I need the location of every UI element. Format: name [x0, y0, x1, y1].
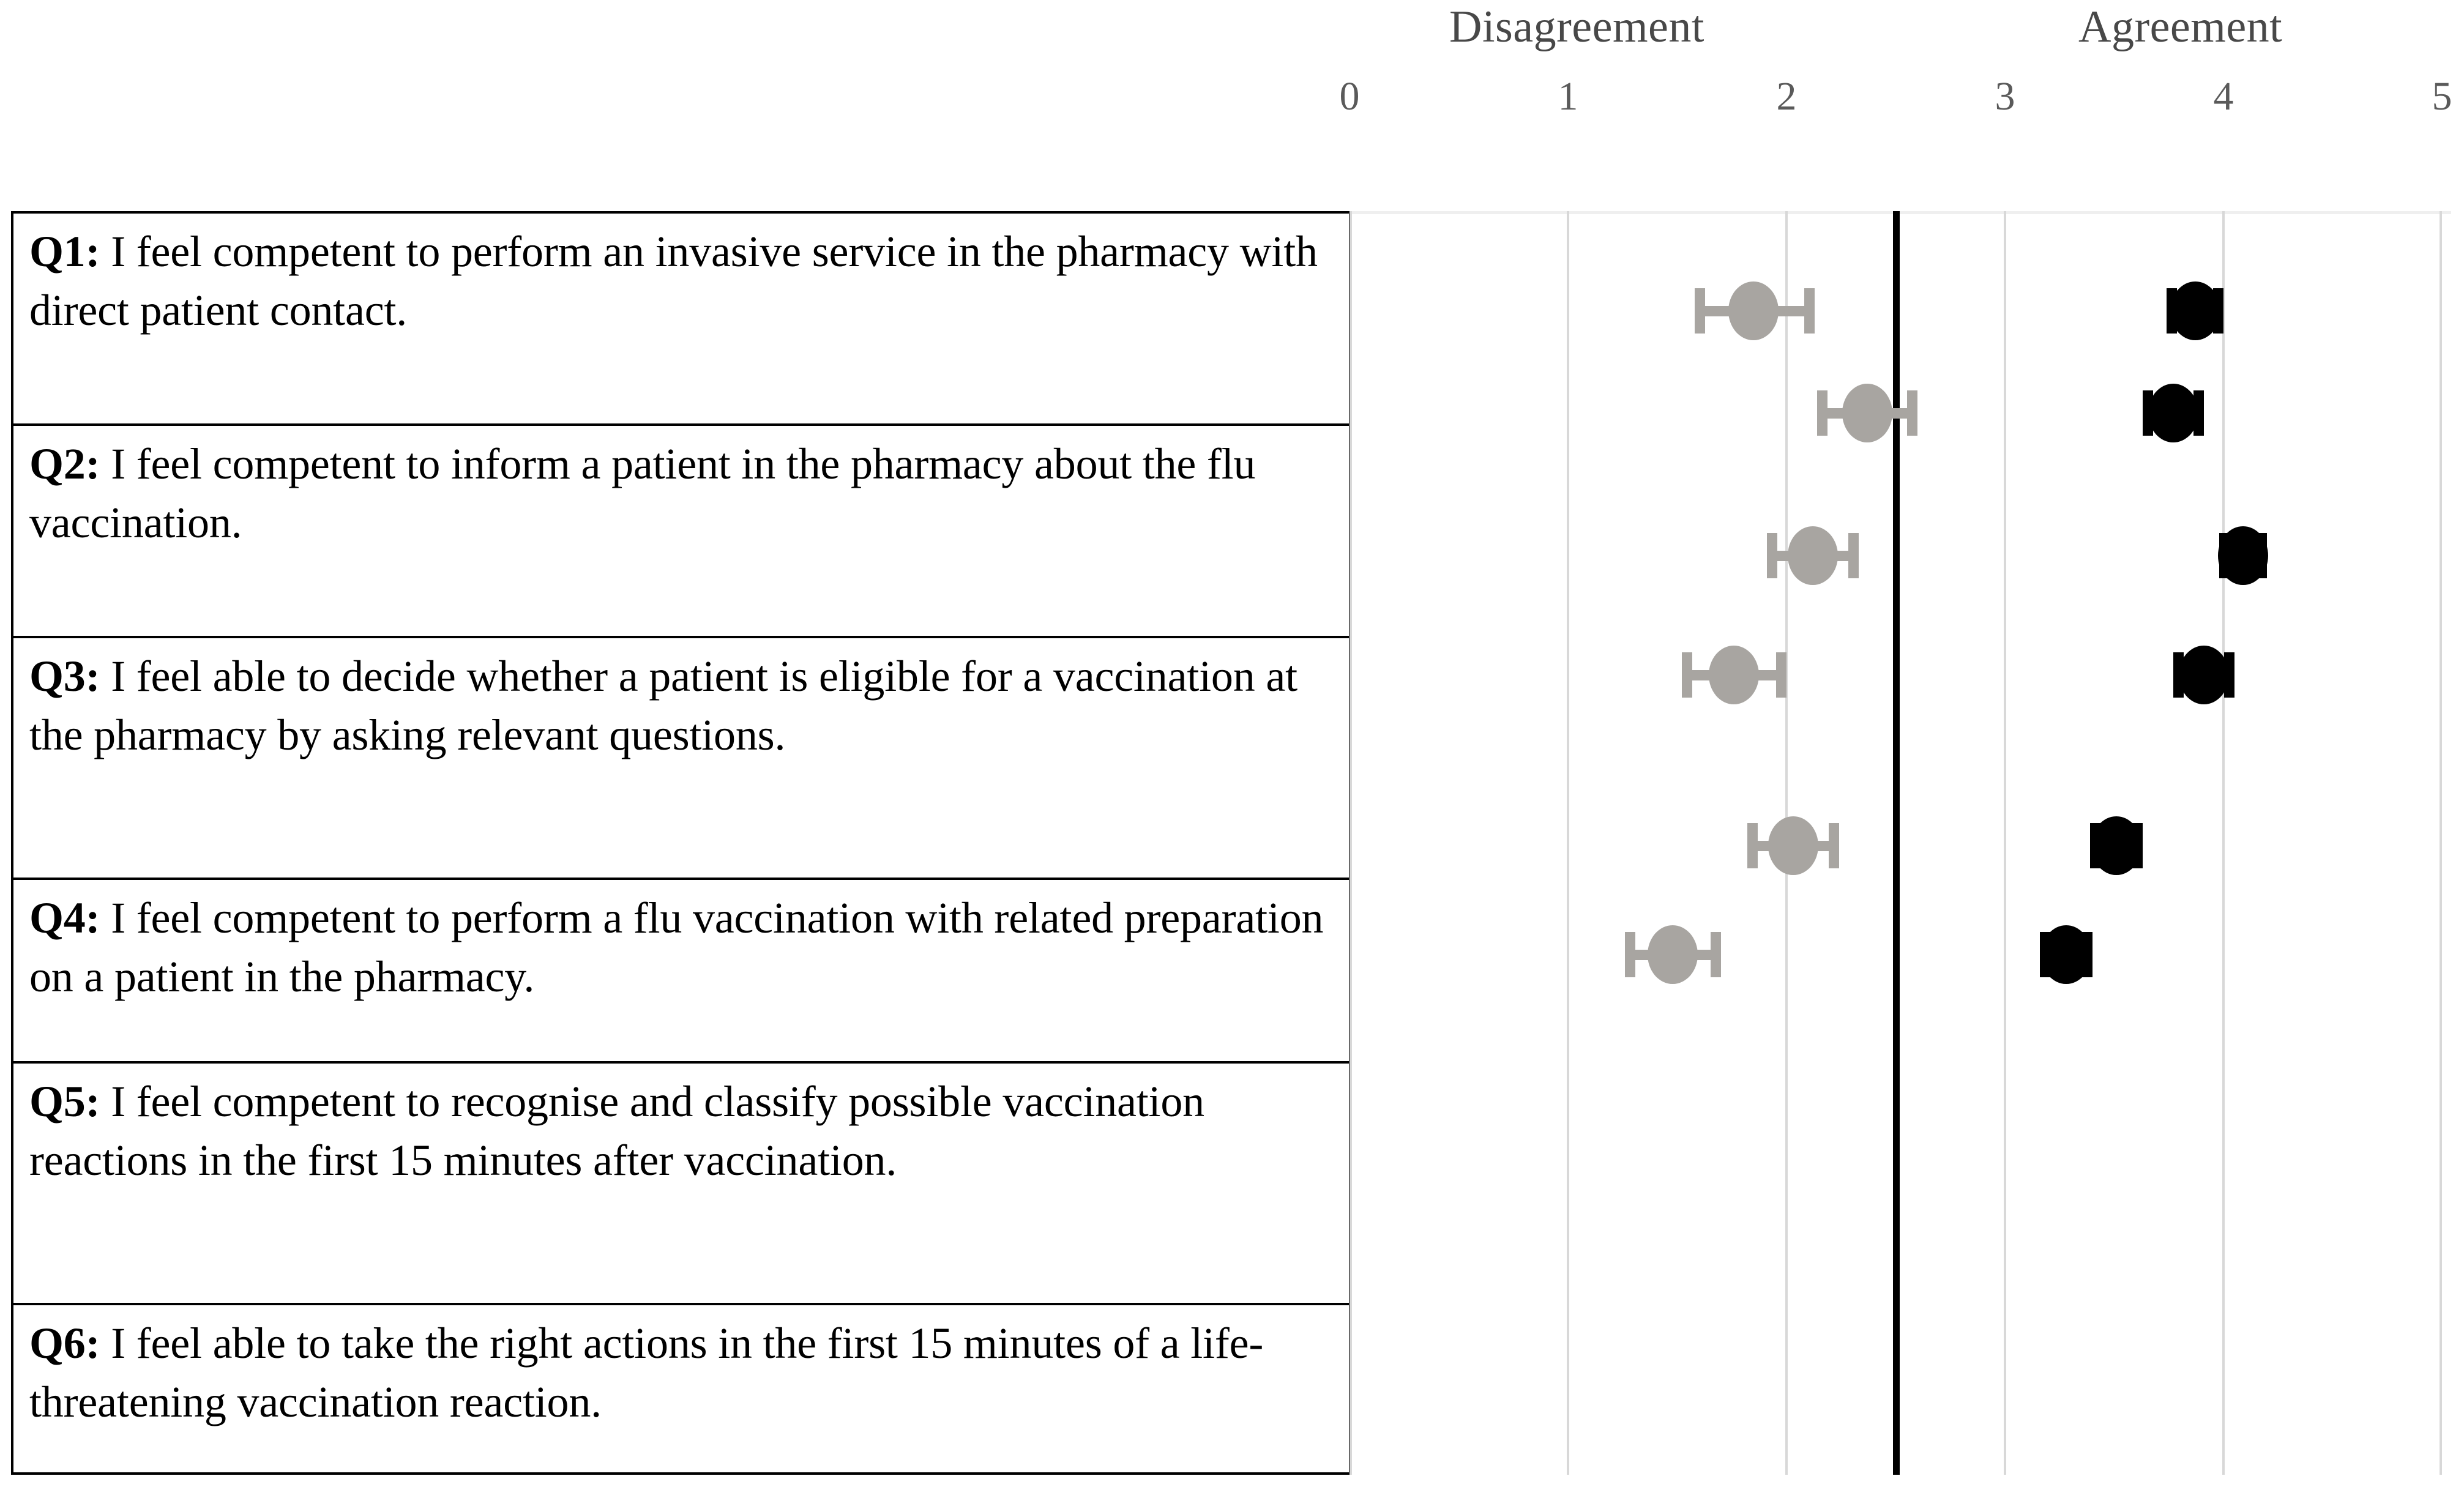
error-bar-cap-low — [1747, 823, 1758, 868]
statement-id: Q3: — [29, 652, 100, 701]
error-bar-cap-low — [1695, 288, 1705, 334]
statement-row-q3 — [13, 638, 1349, 880]
mean-marker-dot — [1728, 281, 1779, 340]
error-bar-cap-low — [1817, 390, 1827, 436]
statement-body: I feel competent to perform a flu vaccination with related preparation on a patient in the pharmacy. — [29, 893, 1324, 1001]
error-bar-cap-low — [1625, 932, 1635, 977]
mean-marker-dot — [2179, 646, 2229, 704]
error-bar-cap-high — [1848, 533, 1859, 578]
statement-row-q1 — [13, 214, 1349, 426]
neutral-reference-line — [1893, 211, 1900, 1475]
error-bar-cap-high — [1776, 652, 1786, 698]
statement-id: Q6: — [29, 1319, 100, 1368]
error-bar-cap-high — [1804, 288, 1815, 334]
plot-left-border — [1350, 211, 1352, 1475]
statement-row-q2 — [13, 426, 1349, 638]
mean-marker-dot — [2170, 281, 2220, 340]
statement-row-q5 — [13, 1064, 1349, 1305]
mean-marker-dot — [2041, 925, 2091, 984]
statement-text — [29, 1072, 1333, 1190]
disagreement-region-label: Disagreement — [1449, 2, 1704, 52]
statement-id: Q4: — [29, 893, 100, 942]
statement-text — [29, 1314, 1333, 1431]
mean-marker-dot — [1768, 816, 1818, 875]
gridline-3 — [2004, 211, 2006, 1475]
error-bar-cap-high — [1829, 823, 1839, 868]
plot-area — [1350, 211, 2451, 1475]
x-tick-1: 1 — [1558, 74, 1578, 119]
plot-right-border — [2440, 211, 2442, 1475]
mean-marker-dot — [1842, 384, 1892, 442]
statement-text — [29, 434, 1333, 552]
x-tick-5: 5 — [2432, 74, 2452, 119]
statement-text — [29, 222, 1333, 340]
plot-top-rule — [1350, 211, 2451, 214]
statement-id: Q2: — [29, 439, 100, 488]
error-bar-cap-high — [1907, 390, 1917, 436]
error-bar-cap-high — [1711, 932, 1721, 977]
agreement-region-label: Agreement — [2078, 2, 2283, 52]
x-tick-4: 4 — [2213, 74, 2234, 119]
statement-body: I feel competent to recognise and classify possible vaccination reactions in the first 15 minutes after vaccination. — [29, 1077, 1204, 1185]
statement-text — [29, 889, 1333, 1006]
mean-marker-dot — [2091, 816, 2141, 875]
mean-marker-dot — [2218, 526, 2268, 585]
statement-body: I feel able to decide whether a patient is eligible for a vaccination at the pharmacy by asking relevant questions. — [29, 652, 1297, 759]
x-tick-3: 3 — [1995, 74, 2015, 119]
statement-table — [11, 211, 1351, 1475]
error-bar-cap-low — [1767, 533, 1777, 578]
mean-marker-dot — [1709, 646, 1759, 704]
x-tick-2: 2 — [1776, 74, 1797, 119]
statement-row-q4 — [13, 880, 1349, 1064]
gridline-4 — [2222, 211, 2225, 1475]
statement-text — [29, 647, 1333, 764]
mean-marker-dot — [2148, 384, 2198, 442]
statement-body: I feel competent to perform an invasive service in the pharmacy with direct patient contact. — [29, 227, 1318, 335]
statement-row-q6 — [13, 1305, 1349, 1477]
statement-body: I feel able to take the right actions in the first 15 minutes of a life-threatening vaccination reaction. — [29, 1319, 1264, 1426]
gridline-1 — [1567, 211, 1569, 1475]
statement-id: Q5: — [29, 1077, 100, 1126]
mean-marker-dot — [1788, 526, 1838, 585]
statement-body: I feel competent to inform a patient in the pharmacy about the flu vaccination. — [29, 439, 1256, 547]
statement-id: Q1: — [29, 227, 100, 276]
error-bar-cap-low — [1682, 652, 1692, 698]
x-tick-0: 0 — [1339, 74, 1360, 119]
mean-marker-dot — [1648, 925, 1698, 984]
